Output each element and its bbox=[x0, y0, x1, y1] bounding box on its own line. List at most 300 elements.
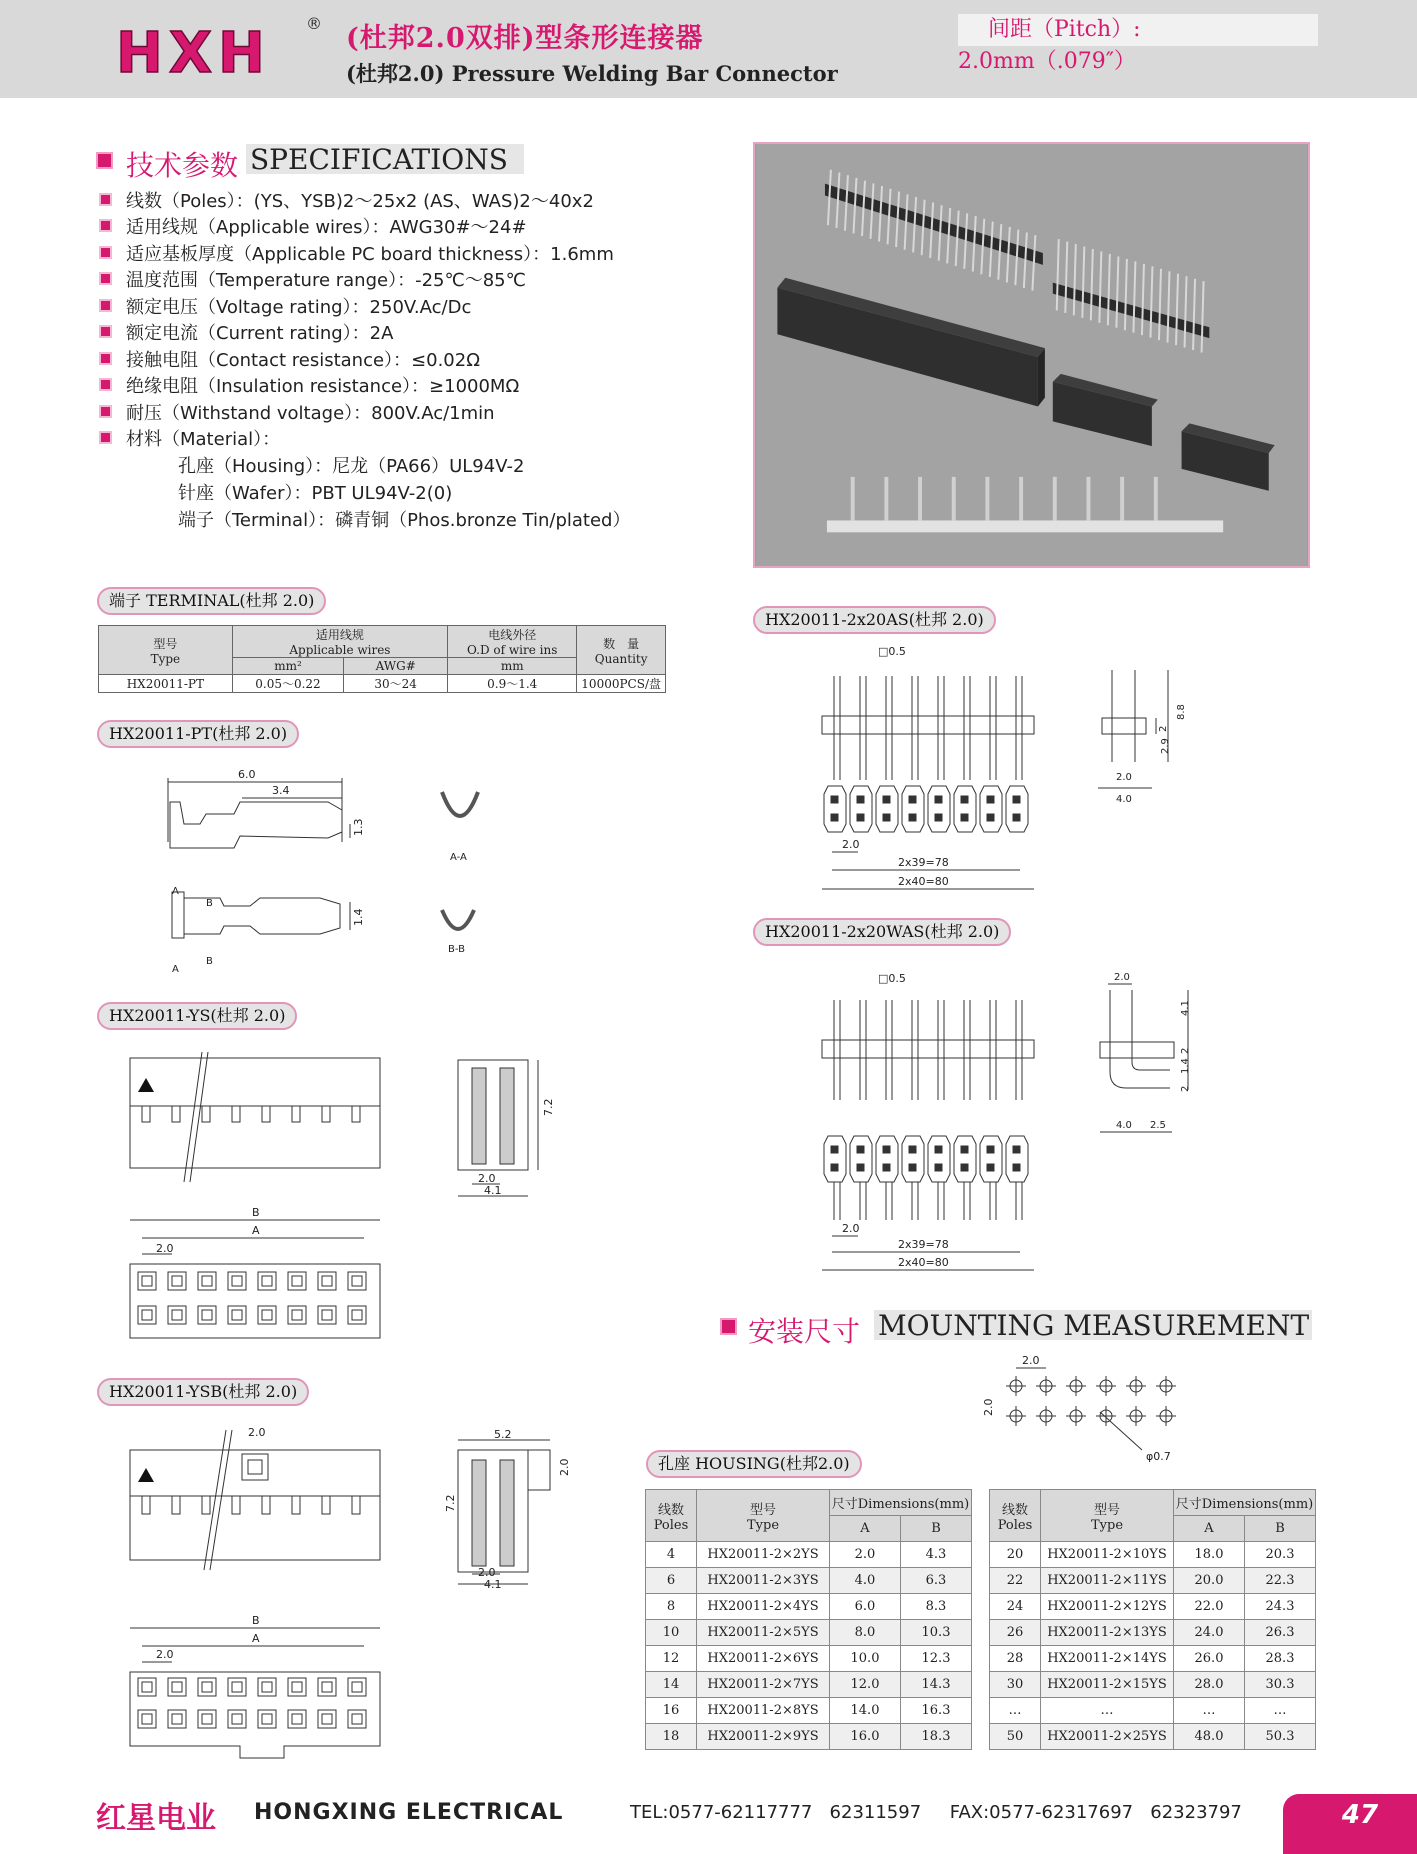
table-cell: 18.0 bbox=[1174, 1542, 1245, 1568]
spec-item: 额定电压（Voltage rating）：250V.Ac/Dc bbox=[126, 297, 472, 318]
tooth bbox=[202, 1496, 210, 1514]
bullet-icon bbox=[99, 272, 112, 285]
material-item: 孔座（Housing）：尼龙（PA66）UL94V-2 bbox=[178, 456, 525, 477]
table-cell: 22.0 bbox=[1174, 1594, 1245, 1620]
th-type: 型号 Type bbox=[1041, 1490, 1174, 1542]
hole-inner bbox=[172, 1682, 182, 1692]
dim-text: 5.2 bbox=[494, 1428, 512, 1441]
spec-item: 接触电阻（Contact resistance）：≤0.02Ω bbox=[126, 350, 480, 371]
title-en-line bbox=[346, 58, 838, 88]
hole bbox=[318, 1306, 336, 1324]
dim-text: 2.0 bbox=[248, 1426, 266, 1439]
table-cell: HX20011-2×10YS bbox=[1041, 1542, 1174, 1568]
pin-dot bbox=[883, 1146, 890, 1153]
th-type: 型号 Type bbox=[99, 626, 233, 675]
hole-inner bbox=[352, 1276, 362, 1286]
th-mm: mm² bbox=[232, 658, 344, 675]
table-cell: 26.0 bbox=[1174, 1646, 1245, 1672]
dim-text: 2x40=80 bbox=[898, 875, 949, 888]
registered-mark: ® bbox=[306, 14, 322, 33]
pin-dot bbox=[961, 1146, 968, 1153]
spec-item: 材料（Material）： bbox=[126, 429, 281, 450]
ysb-label: HX20011-YSB(杜邦 2.0) bbox=[97, 1378, 309, 1406]
th-b: B bbox=[1244, 1516, 1315, 1542]
pin-dot bbox=[857, 814, 864, 821]
table-cell: 24 bbox=[990, 1594, 1041, 1620]
pin-dot bbox=[935, 796, 942, 803]
spec-item: 适应基板厚度（Applicable PC board thickness）：1.6mm bbox=[126, 244, 614, 265]
hole-inner bbox=[262, 1276, 272, 1286]
bullet-icon bbox=[99, 219, 112, 232]
dim-text: 2.0 bbox=[156, 1648, 174, 1661]
pin-dot bbox=[987, 1146, 994, 1153]
hxh-logo bbox=[112, 22, 302, 80]
tooth bbox=[142, 1106, 150, 1122]
hole-inner bbox=[142, 1682, 152, 1692]
hole bbox=[258, 1710, 276, 1728]
hole bbox=[348, 1272, 366, 1290]
table-cell: … bbox=[1041, 1698, 1174, 1724]
table-cell: 20 bbox=[990, 1542, 1041, 1568]
dim-text: B bbox=[252, 1614, 260, 1627]
contact-line: TEL:0577-62117777 62311597 FAX:0577-62317697 62323797 bbox=[630, 1802, 1242, 1823]
table-cell: HX20011-2×6YS bbox=[697, 1646, 830, 1672]
bullet-icon bbox=[99, 378, 112, 391]
hole-inner bbox=[142, 1276, 152, 1286]
th-wire: 适用线规 Applicable wires bbox=[232, 626, 447, 658]
table-cell: 20.0 bbox=[1174, 1568, 1245, 1594]
pin-dot bbox=[857, 1164, 864, 1171]
dim-text: 2.9 bbox=[1160, 738, 1171, 754]
hole-inner bbox=[142, 1310, 152, 1320]
table-cell: 26 bbox=[990, 1620, 1041, 1646]
tooth bbox=[232, 1106, 240, 1122]
was-drawing bbox=[812, 970, 1212, 1275]
hole bbox=[258, 1306, 276, 1324]
tooth bbox=[202, 1106, 210, 1122]
mounting-heading-en: MOUNTING MEASUREMENT bbox=[874, 1310, 1312, 1340]
table-cell: 30 bbox=[990, 1672, 1041, 1698]
hole-inner bbox=[202, 1310, 212, 1320]
th-dim: 尺寸Dimensions(mm) bbox=[830, 1490, 972, 1516]
pin-cell bbox=[954, 1136, 976, 1182]
pin-dot bbox=[987, 796, 994, 803]
housing-table-right bbox=[989, 1489, 1316, 1750]
cell: 10000PCS/盘 bbox=[577, 675, 666, 693]
table-cell: 12.0 bbox=[830, 1672, 901, 1698]
cell: 0.05～0.22 bbox=[232, 675, 344, 693]
hole bbox=[288, 1272, 306, 1290]
table-row bbox=[646, 1568, 972, 1594]
dim-text: 2.0 bbox=[1022, 1354, 1040, 1367]
hole-inner bbox=[322, 1682, 332, 1692]
table-cell: HX20011-2×2YS bbox=[697, 1542, 830, 1568]
dim-text: 2.0 bbox=[842, 1222, 860, 1235]
table-cell: 20.3 bbox=[1244, 1542, 1315, 1568]
dim-text: 2.0 bbox=[558, 1458, 571, 1476]
dim-text: □0.5 bbox=[878, 645, 906, 658]
table-cell: 18.3 bbox=[900, 1724, 971, 1750]
dim-text: 2 bbox=[1158, 725, 1169, 732]
table-cell: 24.3 bbox=[1244, 1594, 1315, 1620]
dim-text: 1.4 bbox=[352, 908, 365, 926]
hole-inner bbox=[352, 1682, 362, 1692]
spec-item: 耐压（Withstand voltage）：800V.Ac/1min bbox=[126, 403, 495, 424]
th-od: 电线外径 O.D of wire ins bbox=[448, 626, 577, 658]
th-awg: AWG# bbox=[344, 658, 448, 675]
pin-cell bbox=[876, 786, 898, 832]
dim-text: □0.5 bbox=[878, 972, 906, 985]
hole-inner bbox=[232, 1682, 242, 1692]
pin-dot bbox=[831, 814, 838, 821]
pin-cell bbox=[824, 786, 846, 832]
dim-text: 2.5 bbox=[1150, 1120, 1166, 1131]
table-cell: 12.3 bbox=[900, 1646, 971, 1672]
dim-text: 3.4 bbox=[272, 784, 290, 797]
pin-dot bbox=[909, 796, 916, 803]
pin-dot bbox=[935, 814, 942, 821]
hole-inner bbox=[292, 1310, 302, 1320]
dim-text: 7.2 bbox=[542, 1098, 555, 1116]
table-cell: 10.3 bbox=[900, 1620, 971, 1646]
table-cell: 14.0 bbox=[830, 1698, 901, 1724]
hole bbox=[198, 1272, 216, 1290]
hole-inner bbox=[172, 1310, 182, 1320]
hole bbox=[168, 1272, 186, 1290]
pin-dot bbox=[1013, 1146, 1020, 1153]
table-row bbox=[646, 1594, 972, 1620]
pin-cell bbox=[1006, 786, 1028, 832]
th-qty: 数 量 Quantity bbox=[577, 626, 666, 675]
ys-label: HX20011-YS(杜邦 2.0) bbox=[97, 1002, 297, 1030]
pt-drawing bbox=[160, 762, 520, 982]
table-cell: 16.3 bbox=[900, 1698, 971, 1724]
table-cell: 10 bbox=[646, 1620, 697, 1646]
table-cell: HX20011-2×25YS bbox=[1041, 1724, 1174, 1750]
company-cn: 红星电业 bbox=[96, 1801, 216, 1836]
bullet-icon bbox=[99, 299, 112, 312]
pin-cell bbox=[850, 1136, 872, 1182]
dim-text: 1.3 bbox=[352, 818, 365, 836]
dim-text: 2.0 bbox=[156, 1242, 174, 1255]
table-cell: 16.0 bbox=[830, 1724, 901, 1750]
hole bbox=[138, 1710, 156, 1728]
ys-drawing bbox=[128, 1050, 568, 1340]
table-row bbox=[990, 1724, 1316, 1750]
dim-text: 4.1 bbox=[484, 1578, 502, 1591]
pin-cell bbox=[954, 786, 976, 832]
dim-text: B bbox=[252, 1206, 260, 1219]
hole-inner bbox=[322, 1276, 332, 1286]
tooth bbox=[142, 1496, 150, 1514]
pin-cell bbox=[902, 1136, 924, 1182]
table-cell: … bbox=[1244, 1698, 1315, 1724]
pin-dot bbox=[857, 796, 864, 803]
dim-text: 8.8 bbox=[1176, 704, 1187, 720]
pin-dot bbox=[831, 1146, 838, 1153]
dim-text: 7.2 bbox=[444, 1494, 457, 1512]
hole-inner bbox=[172, 1276, 182, 1286]
table-cell: 2.0 bbox=[830, 1542, 901, 1568]
dim-text: 2 bbox=[1180, 1047, 1191, 1054]
pin-dot bbox=[909, 814, 916, 821]
pin-cell bbox=[850, 786, 872, 832]
title-cn: (杜邦2.0双排)型条形连接器 bbox=[346, 23, 704, 54]
dim-text: 6.0 bbox=[238, 768, 256, 781]
dim-text: φ0.7 bbox=[1146, 1450, 1171, 1463]
table-cell: 28.3 bbox=[1244, 1646, 1315, 1672]
table-cell: 4 bbox=[646, 1542, 697, 1568]
tooth bbox=[232, 1496, 240, 1514]
hole-inner bbox=[262, 1682, 272, 1692]
dim-text: 2.0 bbox=[842, 838, 860, 851]
pin-cell bbox=[928, 786, 950, 832]
pin-dot bbox=[909, 1164, 916, 1171]
table-cell: HX20011-2×9YS bbox=[697, 1724, 830, 1750]
th-a: A bbox=[830, 1516, 901, 1542]
bullet-icon bbox=[99, 193, 112, 206]
dim-text: 4.0 bbox=[1116, 794, 1132, 805]
hole bbox=[228, 1710, 246, 1728]
table-row bbox=[646, 1646, 972, 1672]
table-cell: 4.3 bbox=[900, 1542, 971, 1568]
hole-inner bbox=[232, 1276, 242, 1286]
table-row bbox=[990, 1672, 1316, 1698]
hole-inner bbox=[322, 1714, 332, 1724]
pin-cell bbox=[980, 1136, 1002, 1182]
pin-dot bbox=[987, 814, 994, 821]
table-cell: HX20011-2×13YS bbox=[1041, 1620, 1174, 1646]
dim-text: A bbox=[252, 1632, 260, 1645]
hole bbox=[288, 1710, 306, 1728]
table-cell: 22.3 bbox=[1244, 1568, 1315, 1594]
hole-inner bbox=[142, 1714, 152, 1724]
th-poles: 线数 Poles bbox=[646, 1490, 697, 1542]
hole bbox=[198, 1306, 216, 1324]
hole bbox=[228, 1678, 246, 1696]
table-row bbox=[990, 1568, 1316, 1594]
spec-item: 额定电流（Current rating）：2A bbox=[126, 323, 394, 344]
tooth bbox=[172, 1496, 180, 1514]
table-cell: 10.0 bbox=[830, 1646, 901, 1672]
table-cell: HX20011-2×8YS bbox=[697, 1698, 830, 1724]
table-cell: 48.0 bbox=[1174, 1724, 1245, 1750]
table-row bbox=[646, 1698, 972, 1724]
table-row bbox=[990, 1542, 1316, 1568]
bullet-icon bbox=[99, 325, 112, 338]
pin-dot bbox=[883, 796, 890, 803]
material-item: 针座（Wafer）：PBT UL94V-2(0) bbox=[178, 483, 453, 504]
table-row bbox=[646, 1672, 972, 1698]
bullet-icon bbox=[720, 1318, 737, 1335]
table-cell: HX20011-2×11YS bbox=[1041, 1568, 1174, 1594]
table-row bbox=[646, 1724, 972, 1750]
hole bbox=[258, 1272, 276, 1290]
was-label: HX20011-2x20WAS(杜邦 2.0) bbox=[753, 918, 1011, 946]
hole bbox=[318, 1272, 336, 1290]
table-cell: HX20011-2×5YS bbox=[697, 1620, 830, 1646]
pin-cell bbox=[1006, 1136, 1028, 1182]
table-cell: 16 bbox=[646, 1698, 697, 1724]
bullet-icon bbox=[96, 152, 113, 169]
tooth bbox=[352, 1496, 360, 1514]
pin-dot bbox=[961, 814, 968, 821]
hole bbox=[318, 1710, 336, 1728]
table-cell: HX20011-2×12YS bbox=[1041, 1594, 1174, 1620]
hole bbox=[198, 1678, 216, 1696]
hole-inner bbox=[172, 1714, 182, 1724]
table-cell: 4.0 bbox=[830, 1568, 901, 1594]
dim-text: B bbox=[206, 956, 213, 967]
dim-text: A bbox=[252, 1224, 260, 1237]
bullet-icon bbox=[99, 405, 112, 418]
pin1-marker bbox=[138, 1468, 154, 1482]
mounting-pattern bbox=[976, 1350, 1226, 1465]
hole bbox=[348, 1678, 366, 1696]
hole-inner bbox=[352, 1714, 362, 1724]
table-row bbox=[990, 1594, 1316, 1620]
housing-label: 孔座 HOUSING(杜邦2.0) bbox=[646, 1450, 862, 1478]
hole-inner bbox=[202, 1714, 212, 1724]
table-cell: 8.0 bbox=[830, 1620, 901, 1646]
hole bbox=[138, 1272, 156, 1290]
tooth bbox=[292, 1106, 300, 1122]
cell: 30～24 bbox=[344, 675, 448, 693]
dim-text: 2.0 bbox=[478, 1172, 496, 1185]
table-cell: 24.0 bbox=[1174, 1620, 1245, 1646]
pin-dot bbox=[987, 1164, 994, 1171]
table-row bbox=[990, 1646, 1316, 1672]
cell: 0.9～1.4 bbox=[448, 675, 577, 693]
hole bbox=[258, 1678, 276, 1696]
hole bbox=[288, 1306, 306, 1324]
table-cell: … bbox=[990, 1698, 1041, 1724]
th-dim: 尺寸Dimensions(mm) bbox=[1174, 1490, 1316, 1516]
table-cell: HX20011-2×14YS bbox=[1041, 1646, 1174, 1672]
hole-inner bbox=[202, 1682, 212, 1692]
hole bbox=[168, 1710, 186, 1728]
dim-text: A-A bbox=[450, 852, 467, 863]
housing-table-left bbox=[645, 1489, 972, 1750]
pin-dot bbox=[1013, 814, 1020, 821]
th-poles: 线数 Poles bbox=[990, 1490, 1041, 1542]
th-a: A bbox=[1174, 1516, 1245, 1542]
hole-inner bbox=[292, 1276, 302, 1286]
dim-text: B-B bbox=[448, 944, 465, 955]
hole bbox=[348, 1710, 366, 1728]
tooth bbox=[322, 1106, 330, 1122]
pin-cell bbox=[902, 786, 924, 832]
hole bbox=[198, 1710, 216, 1728]
table-cell: 6.3 bbox=[900, 1568, 971, 1594]
terminal-table bbox=[98, 625, 666, 693]
dim-text: B bbox=[206, 898, 213, 909]
pin-dot bbox=[883, 814, 890, 821]
dim-text: 2x39=78 bbox=[898, 1238, 949, 1251]
hole-inner bbox=[202, 1276, 212, 1286]
pin-cell bbox=[876, 1136, 898, 1182]
table-cell: 8 bbox=[646, 1594, 697, 1620]
tooth bbox=[262, 1106, 270, 1122]
dim-text: 4.1 bbox=[484, 1184, 502, 1197]
pin-dot bbox=[961, 796, 968, 803]
th-od-unit: mm bbox=[448, 658, 577, 675]
bullet-icon bbox=[99, 246, 112, 259]
table-cell: 30.3 bbox=[1244, 1672, 1315, 1698]
title-en: Pressure Welding Bar Connector bbox=[451, 61, 838, 86]
logo-text: HXH bbox=[116, 22, 271, 80]
spec-item: 绝缘电阻（Insulation resistance）：≥1000MΩ bbox=[126, 376, 520, 397]
pin-dot bbox=[883, 1164, 890, 1171]
table-row bbox=[99, 675, 666, 693]
pitch-value: 2.0mm（.079″） bbox=[958, 49, 1136, 74]
table-cell: 6 bbox=[646, 1568, 697, 1594]
pin-dot bbox=[1013, 1164, 1020, 1171]
hole-inner bbox=[292, 1682, 302, 1692]
dim-text: A bbox=[172, 886, 179, 897]
pin-dot bbox=[909, 1146, 916, 1153]
table-row bbox=[646, 1542, 972, 1568]
pitch-box bbox=[958, 14, 1318, 74]
page-number: 47 bbox=[1341, 1800, 1379, 1830]
hole bbox=[138, 1678, 156, 1696]
dim-text: 2x40=80 bbox=[898, 1256, 949, 1269]
spec-item: 适用线规（Applicable wires）：AWG30#～24# bbox=[126, 217, 527, 238]
product-photo bbox=[753, 142, 1310, 568]
tooth bbox=[262, 1496, 270, 1514]
table-row bbox=[990, 1620, 1316, 1646]
terminal-label: 端子 TERMINAL(杜邦 2.0) bbox=[97, 587, 326, 615]
as-drawing bbox=[812, 640, 1212, 895]
hole-inner bbox=[322, 1310, 332, 1320]
dim-text: A bbox=[172, 964, 179, 975]
bullet-icon bbox=[99, 352, 112, 365]
dim-text: 2.0 bbox=[1116, 772, 1132, 783]
pin-cell bbox=[928, 1136, 950, 1182]
pin-cell bbox=[980, 786, 1002, 832]
th-type: 型号 Type bbox=[697, 1490, 830, 1542]
dim-text: 2x39=78 bbox=[898, 856, 949, 869]
company-en: HONGXING ELECTRICAL bbox=[254, 1800, 564, 1825]
pin-dot bbox=[935, 1164, 942, 1171]
dim-text: 2.0 bbox=[1114, 972, 1130, 983]
table-cell: 18 bbox=[646, 1724, 697, 1750]
hole bbox=[288, 1678, 306, 1696]
hole bbox=[228, 1272, 246, 1290]
pin-dot bbox=[935, 1146, 942, 1153]
table-cell: 50.3 bbox=[1244, 1724, 1315, 1750]
hole bbox=[168, 1678, 186, 1696]
tooth bbox=[352, 1106, 360, 1122]
material-item: 端子（Terminal）：磷青铜（Phos.bronze Tin/plated） bbox=[178, 510, 631, 531]
table-cell: 26.3 bbox=[1244, 1620, 1315, 1646]
cell: HX20011-PT bbox=[99, 675, 233, 693]
table-cell: 14 bbox=[646, 1672, 697, 1698]
hole bbox=[348, 1306, 366, 1324]
pin-dot bbox=[831, 796, 838, 803]
tooth bbox=[292, 1496, 300, 1514]
table-row bbox=[990, 1698, 1316, 1724]
spec-item: 温度范围（Temperature range）：-25℃～85℃ bbox=[126, 270, 526, 291]
table-cell: … bbox=[1174, 1698, 1245, 1724]
dim-text: 2.0 bbox=[478, 1566, 496, 1579]
table-cell: 12 bbox=[646, 1646, 697, 1672]
table-cell: HX20011-2×4YS bbox=[697, 1594, 830, 1620]
pin1-marker bbox=[138, 1078, 154, 1092]
spec-heading-cn: 技术参数 bbox=[126, 149, 239, 182]
hole bbox=[138, 1306, 156, 1324]
pt-label: HX20011-PT(杜邦 2.0) bbox=[97, 720, 299, 748]
